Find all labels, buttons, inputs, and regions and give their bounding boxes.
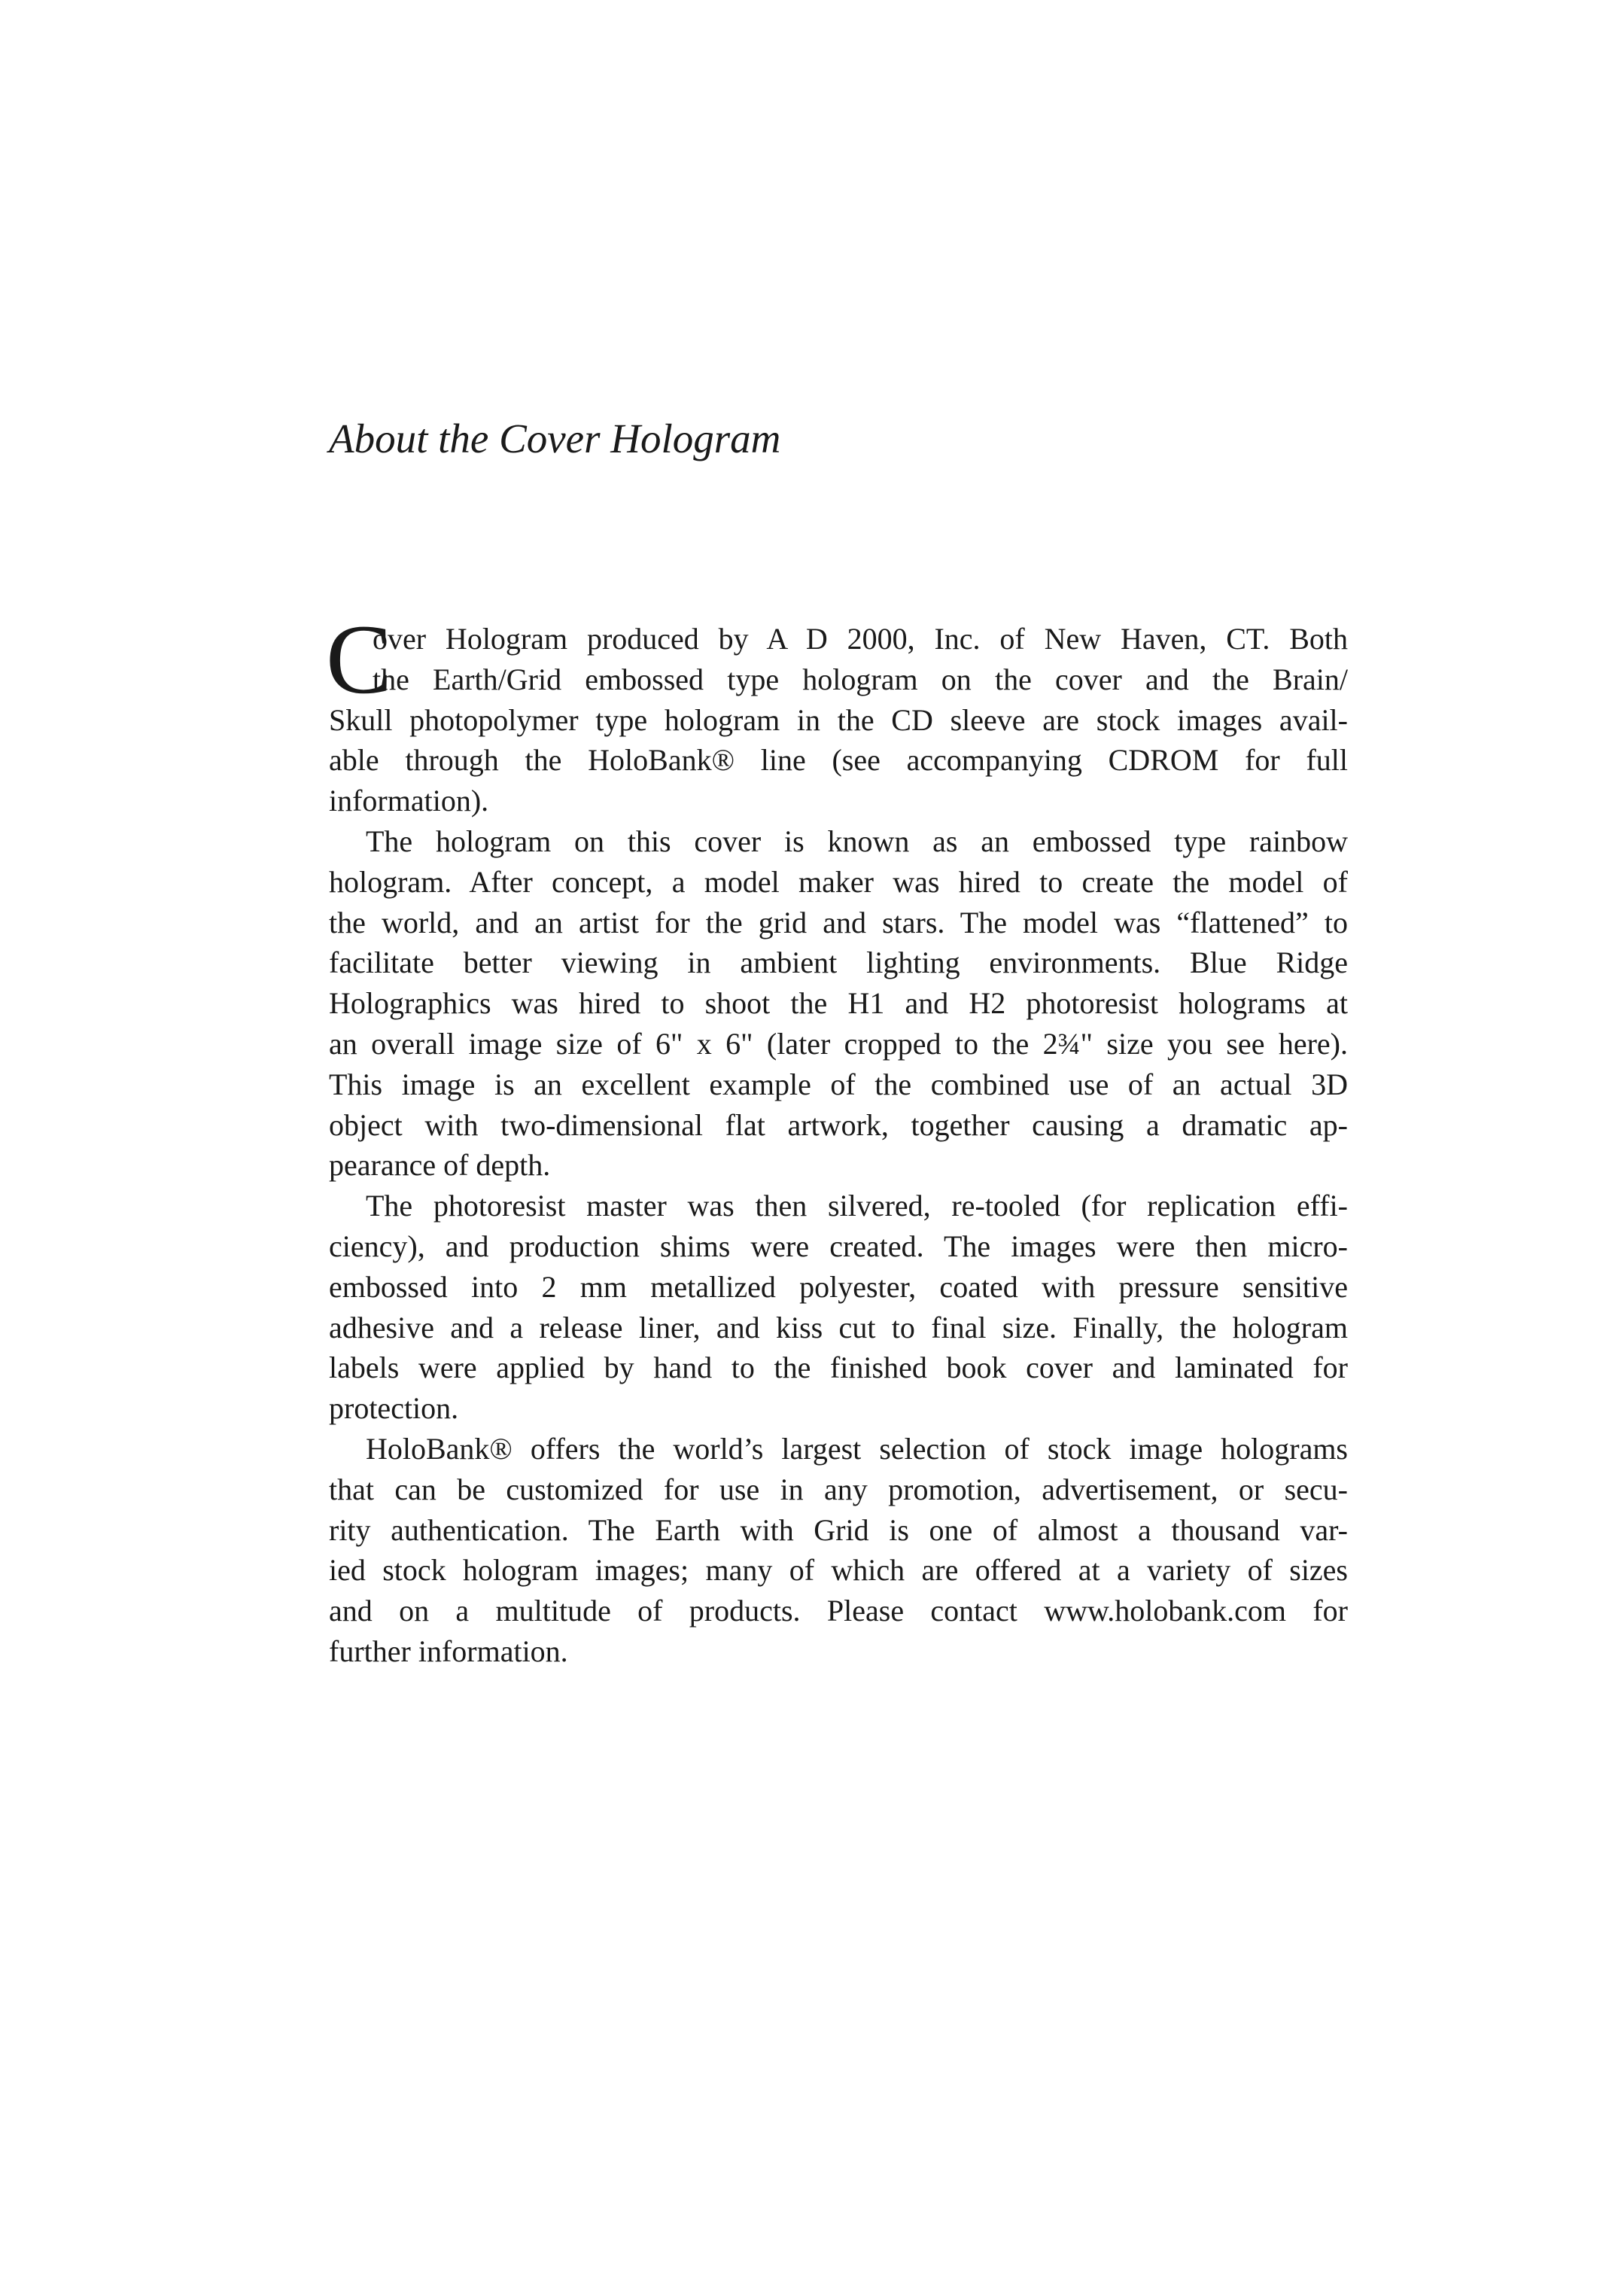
text-line: and on a multitude of products. Please contact www.holobank.com for xyxy=(329,1594,1348,1628)
text-line: ciency), and production shims were created. The images were then micro- xyxy=(329,1229,1348,1263)
drop-cap: C xyxy=(326,604,393,714)
text-line: labels were applied by hand to the finished book cover and laminated for xyxy=(329,1350,1348,1385)
text-line: The photoresist master was then silvered, re-tooled (for replication effi- xyxy=(366,1189,1348,1223)
text-line: the world, and an artist for the grid and stars. The model was “flattened” to xyxy=(329,905,1348,939)
text-line: Skull photopolymer type hologram in the CD sleeve are stock images avail- xyxy=(329,702,1348,737)
text-line: embossed into 2 mm metallized polyester, coated with pressure sensitive xyxy=(329,1269,1348,1304)
text-line: that can be customized for use in any promotion, advertisement, or secu- xyxy=(329,1472,1348,1506)
text-line: protection. xyxy=(329,1391,459,1426)
text-line: ied stock hologram images; many of which are offered at a variety of sizes xyxy=(329,1553,1348,1588)
text-line: the Earth/Grid embossed type hologram on the cover and the Brain/ xyxy=(373,662,1348,696)
text-line: over Hologram produced by A D 2000, Inc. of New Haven, CT. Both xyxy=(373,622,1348,656)
text-line: adhesive and a release liner, and kiss cut to final size. Finally, the hologram xyxy=(329,1310,1348,1344)
page-title: About the Cover Hologram xyxy=(329,416,781,461)
text-line: HoloBank® offers the world’s largest selection of stock image holograms xyxy=(366,1431,1348,1466)
text-line: This image is an excellent example of the combined use of an actual 3D xyxy=(329,1067,1348,1101)
text-line: further information. xyxy=(329,1634,568,1668)
text-line: rity authentication. The Earth with Grid is one of almost a thousand var- xyxy=(329,1512,1348,1547)
text-line: The hologram on this cover is known as an embossed type rainbow xyxy=(366,824,1348,858)
text-line: pearance of depth. xyxy=(329,1148,551,1183)
body-text xyxy=(326,604,1348,1672)
text-line: Holographics was hired to shoot the H1 and H2 photoresist holograms at xyxy=(329,986,1348,1021)
text-line: an overall image size of 6" x 6" (later cropped to the 2¾" size you see here). xyxy=(329,1026,1348,1061)
text-line: object with two-dimensional flat artwork, together causing a dramatic ap- xyxy=(329,1107,1348,1142)
text-line: hologram. After concept, a model maker was hired to create the model of xyxy=(329,864,1348,899)
text-line: facilitate better viewing in ambient lighting environments. Blue Ridge xyxy=(329,946,1348,980)
text-line: information). xyxy=(329,784,489,818)
text-line: able through the HoloBank® line (see accompanying CDROM for full xyxy=(329,743,1348,778)
